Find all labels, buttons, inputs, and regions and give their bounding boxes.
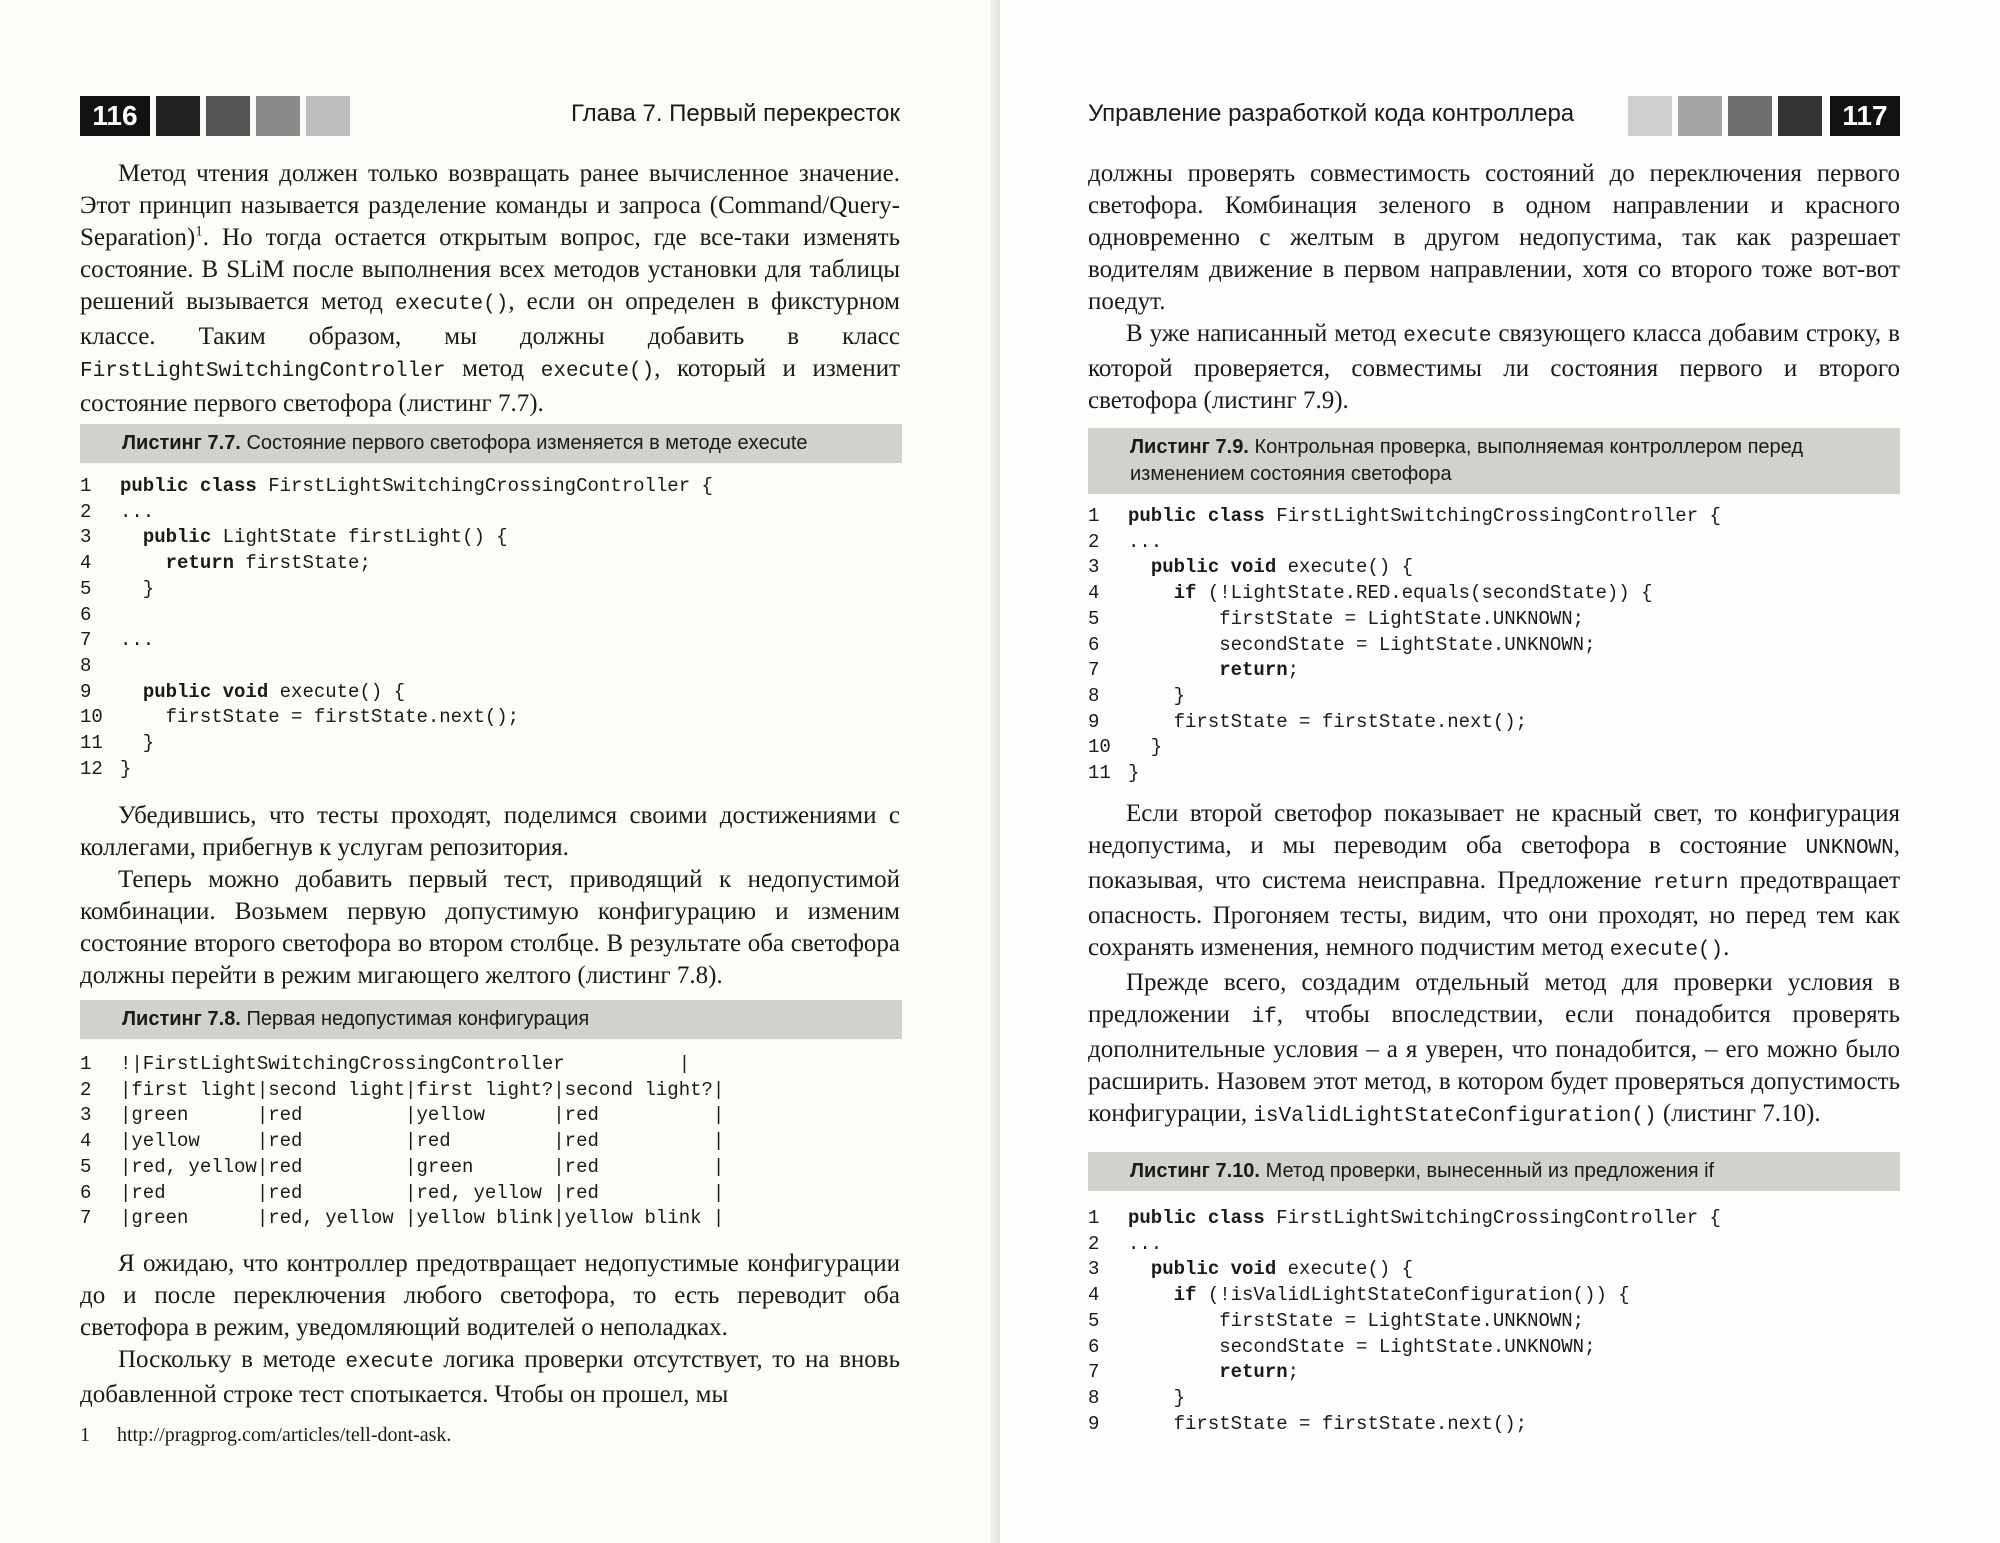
code-text: LightState firstLight() { <box>211 526 508 549</box>
listing-caption <box>1088 428 1900 494</box>
code-text: execute() { <box>268 680 406 703</box>
paragraph <box>80 158 900 420</box>
code-line <box>80 525 713 551</box>
code-text: } <box>120 577 155 600</box>
code-text <box>1128 1284 1174 1306</box>
code-line <box>80 551 713 577</box>
page-header-right <box>1088 96 1900 136</box>
code-keyword: return <box>165 552 235 575</box>
code-line <box>80 654 713 680</box>
line-number: 2 <box>80 1078 92 1101</box>
code-line <box>80 1155 724 1181</box>
text-run: (листинг 7.10). <box>1656 1100 1821 1127</box>
code-line <box>80 603 713 629</box>
code-line <box>1088 555 1721 581</box>
code-text <box>1128 659 1219 681</box>
code-line <box>1088 684 1721 710</box>
line-number: 2 <box>1088 1232 1100 1255</box>
code-line <box>1088 761 1721 787</box>
listing-label: Листинг 7.7. <box>122 432 241 454</box>
listing-title: Метод проверки, вынесенный из предложения if <box>1265 1160 1715 1182</box>
inline-code: if <box>1251 1006 1277 1029</box>
inline-code: execute <box>1403 325 1492 348</box>
inline-code: return <box>1652 872 1729 895</box>
code-text: |red |red |red, yellow |red | <box>120 1181 725 1204</box>
code-text: execute() { <box>1276 1258 1414 1281</box>
line-number: 8 <box>80 654 92 677</box>
header-bar <box>1778 96 1822 136</box>
code-keyword: public class <box>120 475 257 497</box>
code-text: ... <box>120 629 155 652</box>
header-bar <box>306 96 350 136</box>
code-text: } <box>120 757 132 780</box>
page-number: 116 <box>80 96 150 136</box>
line-number: 3 <box>1088 556 1100 579</box>
line-number: 10 <box>1088 736 1111 759</box>
code-text <box>1128 582 1174 604</box>
code-text: ; <box>1287 1361 1300 1384</box>
code-line <box>1088 581 1721 607</box>
code-text: (!isValidLightStateConfiguration()) { <box>1196 1284 1630 1307</box>
line-number: 7 <box>80 1207 92 1230</box>
code-listing <box>80 1052 724 1232</box>
line-number: 6 <box>1088 633 1100 656</box>
text-run: , если он определен в фикстурном классе. Таким образом, мы должны добавить в класс <box>80 288 901 350</box>
code-text: firstState = LightState.UNKNOWN; <box>1128 607 1585 630</box>
line-number: 4 <box>1088 582 1100 605</box>
code-keyword: return <box>1219 659 1288 682</box>
code-text: FirstLightSwitchingCrossingController { <box>1264 505 1721 527</box>
code-line <box>1088 1335 1721 1361</box>
line-number: 1 <box>1088 505 1100 527</box>
paragraph: Убедившись, что тесты проходят, поделимся своими достижениями с коллегами, прибегнув к услугам репозитория. <box>80 802 900 861</box>
code-line <box>80 1103 724 1129</box>
code-line <box>1088 607 1721 633</box>
code-line <box>80 474 713 500</box>
line-number: 5 <box>1088 607 1100 630</box>
header-bar <box>1678 96 1722 136</box>
code-line <box>80 1052 724 1078</box>
code-line <box>80 628 713 654</box>
listing-label: Листинг 7.9. <box>1130 436 1249 458</box>
code-line <box>1088 1257 1721 1283</box>
code-text <box>120 681 143 703</box>
code-keyword: public class <box>1128 505 1265 527</box>
code-keyword: if <box>1173 1284 1197 1307</box>
line-number: 9 <box>1088 1412 1100 1435</box>
paragraph-group <box>1088 158 1900 417</box>
code-line <box>80 757 713 783</box>
listing-title: Состояние первого светофора изменяется в методе execute <box>246 432 808 454</box>
inline-code: FirstLightSwitchingController <box>80 360 446 383</box>
rich-paragraph <box>1088 967 1900 1133</box>
code-line <box>80 500 713 526</box>
code-text <box>1128 1361 1219 1383</box>
code-line <box>1088 1412 1721 1438</box>
inline-code: execute <box>345 1351 434 1374</box>
listing-label: Листинг 7.10. <box>1130 1160 1260 1182</box>
line-number: 4 <box>80 552 92 575</box>
code-text: |yellow |red |red |red | <box>120 1130 725 1153</box>
line-number: 6 <box>1088 1335 1100 1358</box>
text-run: связующего класса добавим строку, в которой проверяется, совместимы ли состояния первого и второго светофора (листинг 7.9). <box>1088 320 1900 414</box>
paragraph: Теперь можно добавить первый тест, приводящий к недопустимой комбинации. Возьмем первую допустимую конфигурацию и изменим состояние второго светофора во втором столбце. В результате оба светофора должны перейти в режим мигающего желтого (листинг 7.8). <box>80 866 900 989</box>
code-text: } <box>1128 762 1140 785</box>
listing-caption <box>1088 1152 1900 1191</box>
code-text: secondState = LightState.UNKNOWN; <box>1128 633 1596 656</box>
code-text: firstState = firstState.next(); <box>1128 710 1528 733</box>
code-keyword: public void <box>1150 556 1277 579</box>
code-text: } <box>120 732 155 755</box>
line-number: 2 <box>80 500 92 523</box>
inline-code: execute() <box>394 293 509 316</box>
code-line <box>80 705 713 731</box>
code-text: } <box>1128 1386 1186 1409</box>
code-text: firstState = firstState.next(); <box>1128 1412 1528 1435</box>
code-line <box>1088 1386 1721 1412</box>
line-number: 1 <box>80 475 92 497</box>
code-text: firstState; <box>234 552 371 575</box>
header-bars <box>1628 96 1822 136</box>
code-text: (!LightState.RED.equals(secondState)) { <box>1196 582 1653 605</box>
line-number: 4 <box>80 1130 92 1153</box>
code-text: FirstLightSwitchingCrossingController { <box>1264 1207 1721 1229</box>
rich-paragraph <box>1088 318 1900 417</box>
text-run: Если второй светофор показывает не красный свет, то конфигурация недопустима, и мы переводим оба светофора в состояние <box>1088 800 1900 859</box>
code-text <box>1128 1258 1151 1280</box>
code-line <box>80 1078 724 1104</box>
code-line <box>80 1181 724 1207</box>
paragraph-group <box>80 800 900 992</box>
line-number: 7 <box>1088 659 1100 682</box>
code-text <box>1128 556 1151 578</box>
line-number: 1 <box>1088 1207 1100 1229</box>
code-line <box>80 731 713 757</box>
code-text: firstState = LightState.UNKNOWN; <box>1128 1309 1585 1332</box>
text-run: . <box>1723 934 1730 961</box>
code-line <box>1088 1309 1721 1335</box>
text-run: В уже написанный метод <box>1126 320 1404 347</box>
line-number: 12 <box>80 757 103 780</box>
code-text: execute() { <box>1276 556 1414 579</box>
code-listing <box>1088 1206 1721 1437</box>
code-line <box>1088 504 1721 530</box>
line-number: 1 <box>80 1053 92 1075</box>
header-bar <box>1728 96 1772 136</box>
inline-code: isValidLightStateConfiguration() <box>1253 1105 1657 1128</box>
code-text: } <box>1128 684 1186 707</box>
text-run: , показывая, что система неисправна. Предложение <box>1088 832 1900 894</box>
inline-code: execute() <box>540 360 655 383</box>
header-bars <box>156 96 350 136</box>
code-line <box>1088 658 1721 684</box>
paragraph: Я ожидаю, что контроллер предотвращает недопустимые конфигурации до и после переключения любого светофора, то есть переводит оба светофора в режим, уведомляющий водителей о неполадках. <box>80 1250 900 1341</box>
code-text <box>120 526 143 548</box>
code-line <box>1088 1206 1721 1232</box>
line-number: 9 <box>1088 710 1100 733</box>
paragraph-group <box>1088 798 1900 1133</box>
line-number: 6 <box>80 1181 92 1204</box>
listing-title: Контрольная проверка, выполняемая контроллером перед изменением состояния светофора <box>1130 436 1804 485</box>
right-page <box>1000 0 2000 1543</box>
rich-paragraph <box>1088 798 1900 967</box>
code-line <box>80 680 713 706</box>
line-number: 5 <box>80 577 92 600</box>
paragraph: должны проверять совместимость состояний до переключения первого светофора. Комбинация зеленого в одном направлении и красного одновременно с желтым в другом недопустима, так как разрешает водителям движение в первом направлении, хотя со второго тоже вот-вот поедут. <box>1088 160 1900 315</box>
code-text: ... <box>120 500 155 523</box>
text-run: логика проверки отсутствует, то на вновь добавленной строке тест спотыкается. Чтобы он прошел, мы <box>80 1346 900 1408</box>
line-number: 5 <box>80 1155 92 1178</box>
code-text: !|FirstLightSwitchingCrossingController | <box>120 1053 691 1075</box>
code-text: secondState = LightState.UNKNOWN; <box>1128 1335 1596 1358</box>
code-keyword: public class <box>1128 1207 1265 1229</box>
line-number: 11 <box>80 732 103 755</box>
listing-title: Первая недопустимая конфигурация <box>246 1008 590 1030</box>
code-listing <box>80 474 713 782</box>
code-text: ... <box>1128 530 1163 553</box>
line-number: 2 <box>1088 530 1100 553</box>
listing-label: Листинг 7.8. <box>122 1008 241 1030</box>
text-run: . Но тогда остается открытым вопрос, где все-таки изменять состояние. В SLiM после выполнения всех методов установки для таблицы решений вызывается метод <box>80 224 900 315</box>
code-line <box>1088 530 1721 556</box>
footnote-ref: 1 <box>195 223 203 240</box>
line-number: 6 <box>80 603 92 626</box>
line-number: 11 <box>1088 762 1111 785</box>
line-number: 5 <box>1088 1309 1100 1332</box>
header-bar <box>206 96 250 136</box>
code-text: firstState = firstState.next(); <box>120 706 520 729</box>
listing-caption <box>80 424 902 463</box>
line-number: 8 <box>1088 1386 1100 1409</box>
code-line <box>1088 1283 1721 1309</box>
code-text: FirstLightSwitchingCrossingController { <box>256 475 713 497</box>
inline-code: UNKNOWN <box>1805 837 1894 860</box>
text-run: метод <box>445 355 541 382</box>
code-text: |green |red |yellow |red | <box>120 1104 725 1127</box>
inline-code: execute() <box>1609 939 1724 962</box>
footnote-number: 1 <box>80 1424 90 1446</box>
header-bar <box>1628 96 1672 136</box>
line-number: 7 <box>1088 1361 1100 1384</box>
code-line <box>1088 710 1721 736</box>
line-number: 4 <box>1088 1284 1100 1307</box>
code-line <box>1088 1232 1721 1258</box>
line-number: 3 <box>80 526 92 549</box>
code-text: } <box>1128 736 1163 759</box>
code-listing <box>1088 504 1721 787</box>
text-run: Поскольку в методе <box>118 1346 346 1373</box>
code-keyword: public void <box>1150 1258 1277 1281</box>
text-run: , чтобы впоследствии, если понадобится проверять дополнительные условия – а я уверен, что понадобится, – его можно было расширить. Назовем этот метод, в котором будет проверяться допустимость конфигурации, <box>1088 1001 1900 1127</box>
rich-paragraph <box>80 158 900 420</box>
page-number: 117 <box>1830 96 1900 136</box>
code-text: |green |red, yellow |yellow blink|yellow blink | <box>120 1207 725 1230</box>
line-number: 8 <box>1088 684 1100 707</box>
listing-caption <box>80 1000 902 1039</box>
footnote <box>80 1422 900 1448</box>
code-text: |red, yellow|red |green |red | <box>120 1155 725 1178</box>
footnote-link[interactable]: http://pragprog.com/articles/tell-dont-ask. <box>117 1424 452 1446</box>
header-bar <box>256 96 300 136</box>
text-run: , который и изменит состояние первого светофора (листинг 7.7). <box>80 355 901 417</box>
line-number: 3 <box>1088 1258 1100 1281</box>
code-keyword: return <box>1219 1361 1288 1384</box>
line-number: 10 <box>80 706 103 729</box>
line-number: 9 <box>80 680 92 703</box>
text-run: Метод чтения должен только возвращать ранее вычисленное значение. Этот принцип называется разделение команды и запроса (Command/Query-Separation) <box>80 160 900 251</box>
page-header-left <box>80 96 900 136</box>
code-text: ; <box>1287 659 1300 682</box>
line-number: 7 <box>80 629 92 652</box>
code-text: |first light|second light|first light?|second light?| <box>120 1078 725 1101</box>
running-title: Управление разработкой кода контроллера <box>1088 100 1575 127</box>
paragraph-group <box>80 1248 900 1411</box>
code-keyword: public void <box>142 680 269 703</box>
code-keyword: if <box>1173 582 1197 605</box>
running-title: Глава 7. Первый перекресток <box>570 100 900 127</box>
rich-paragraph <box>80 1344 900 1411</box>
text-run: предотвращает опасность. Прогоняем тесты, видим, что они проходят, но перед тем как сохранять изменения, немного подчистим метод <box>1088 867 1901 961</box>
code-line <box>80 1206 724 1232</box>
code-line <box>1088 633 1721 659</box>
header-bar <box>156 96 200 136</box>
code-line <box>80 1129 724 1155</box>
code-text: ... <box>1128 1232 1163 1255</box>
code-line <box>80 577 713 603</box>
code-keyword: public <box>142 526 212 549</box>
line-number: 3 <box>80 1104 92 1127</box>
text-run: Прежде всего, создадим отдельный метод для проверки условия в предложении <box>1088 969 1900 1028</box>
code-text <box>120 552 166 574</box>
code-line <box>1088 1360 1721 1386</box>
code-line <box>1088 735 1721 761</box>
